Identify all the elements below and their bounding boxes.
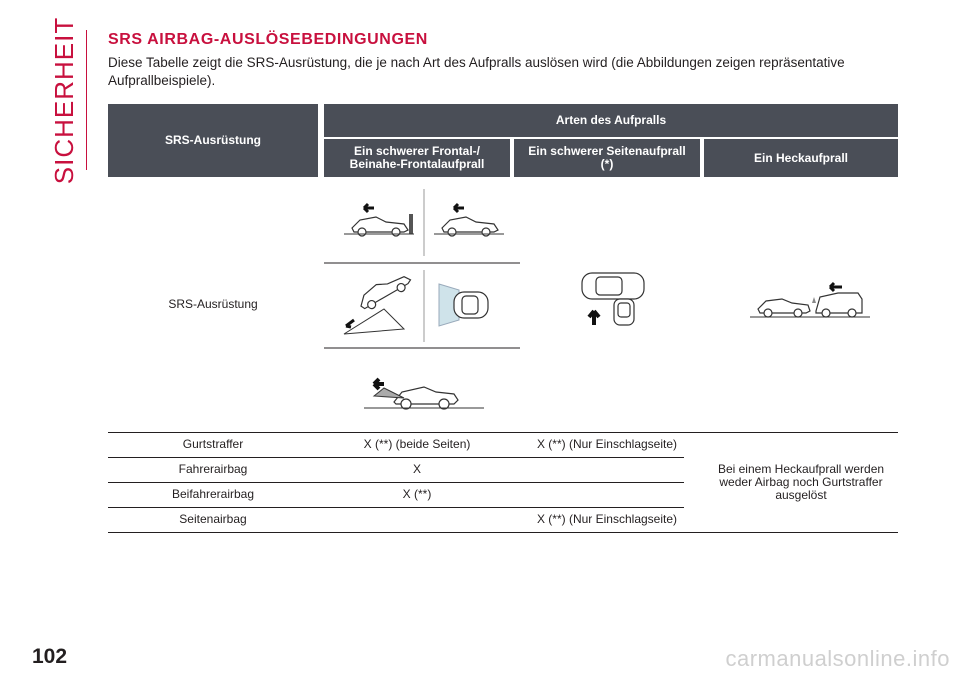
column-header-frontal: Ein schwerer Frontal-/ Beinahe-Frontalaufprall (324, 139, 510, 177)
row-value-side (514, 482, 700, 507)
row-value-frontal (324, 507, 510, 532)
airbag-table (108, 104, 898, 534)
side-rule (86, 30, 87, 170)
frontal-impact-illustration (324, 184, 524, 424)
row-value-frontal: X (**) (402, 487, 432, 501)
side-impact-illustration (574, 267, 654, 337)
image-row-label: SRS-Ausrüstung (168, 297, 258, 311)
watermark: carmanualsonline.info (725, 646, 950, 671)
rear-impact-note: Bei einem Heckaufprall werden weder Airbag noch Gurtstraffer ausgelöst (717, 461, 885, 502)
equipment-header: SRS-Ausrüstung (108, 104, 318, 177)
row-value-side: X (**) (Nur Einschlagseite) (536, 437, 678, 451)
row-label-beifahrerairbag: Beifahrerairbag (171, 487, 255, 501)
row-value-side (514, 457, 700, 482)
rear-impact-illustration (750, 279, 870, 324)
table-row-rule (108, 532, 898, 533)
row-label-gurtstraffer: Gurtstraffer (182, 437, 244, 451)
column-header-side: Ein schwerer Seitenaufprall (*) (514, 139, 700, 177)
row-value-frontal: X (412, 462, 421, 476)
row-label-seitenairbag: Seitenairbag (179, 512, 247, 526)
section-heading: SRS AIRBAG-AUSLÖSEBEDINGUNGEN (108, 31, 428, 48)
side-section-label: SICHERHEIT (49, 16, 80, 184)
page-number: 102 (32, 645, 68, 668)
row-value-side: X (**) (Nur Einschlagseite) (536, 512, 678, 526)
impact-group-header: Arten des Aufpralls (324, 104, 898, 137)
row-value-frontal: X (**) (beide Seiten) (363, 437, 471, 451)
intro-paragraph: Diese Tabelle zeigt die SRS-Ausrüstung, die je nach Art des Aufpralls auslösen wird (die Abbildungen zeigen repräsentative Aufprallbeispiele). (108, 55, 845, 88)
column-header-rear: Ein Heckaufprall (704, 139, 898, 177)
row-label-fahrerairbag: Fahrerairbag (178, 462, 248, 476)
